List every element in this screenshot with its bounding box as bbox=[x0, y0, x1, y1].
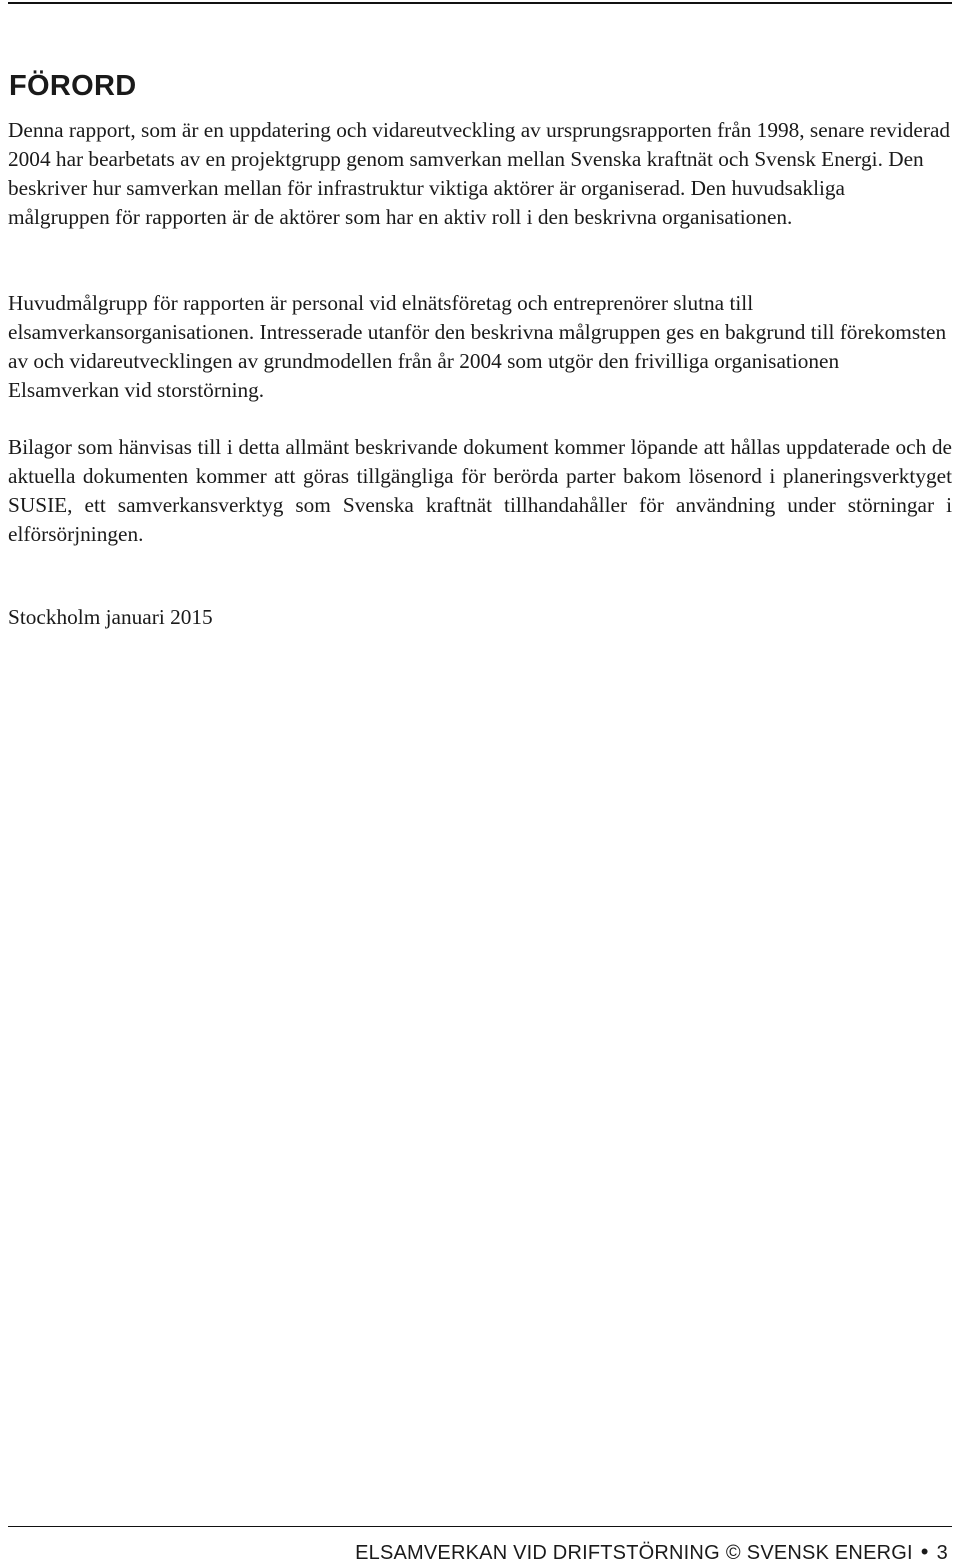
copyright-icon: © bbox=[725, 1542, 741, 1564]
footer-rule bbox=[8, 1526, 952, 1527]
paragraph-intro: Denna rapport, som är en uppdatering och vidareutveckling av ursprungsrapporten från 1998, senare reviderad 2004 har bearbetats av en projektgrupp genom samverkan mellan Svenska kraftnät och Svensk Energi. Den beskriver hur samverkan mellan för infrastruktur viktiga aktörer är organiserad. Den huvudsakliga målgruppen för rapporten är de aktörer som har en aktiv roll i den beskrivna organisationen. bbox=[8, 118, 951, 229]
page-number: 3 bbox=[936, 1542, 948, 1564]
header-rule bbox=[8, 2, 952, 4]
place-date-signoff: Stockholm januari 2015 bbox=[8, 605, 213, 629]
paragraph-target-group: Huvudmålgrupp för rapporten är personal vid elnätsföretag och entreprenörer slutna till elsamverkansorganisationen. Intresserade utanför den beskrivna målgruppen ges en bakgrund till förekomsten av och vidareutvecklingen av grundmodellen från år 2004 som utgör den frivilliga organisationen Elsamverkan vid storstörning. bbox=[8, 291, 947, 402]
page-footer bbox=[355, 1541, 948, 1564]
paragraph-appendices: Bilagor som hänvisas till i detta allmänt beskrivande dokument kommer löpande att hållas uppdaterade och de aktuella dokumenten kommer att göras tillgängliga för berörda parter bakom lösenord i planeringsverktyget SUSIE, ett samverkansverktyg som Svenska kraftnät tillhandahåller för användning under störningar i elförsörjningen. bbox=[8, 435, 952, 546]
footer-organization: SVENSK ENERGI bbox=[746, 1542, 913, 1564]
page-title: FÖRORD bbox=[9, 70, 137, 102]
bullet-icon: • bbox=[920, 1539, 929, 1564]
footer-document-title: ELSAMVERKAN VID DRIFTSTÖRNING bbox=[355, 1542, 720, 1564]
